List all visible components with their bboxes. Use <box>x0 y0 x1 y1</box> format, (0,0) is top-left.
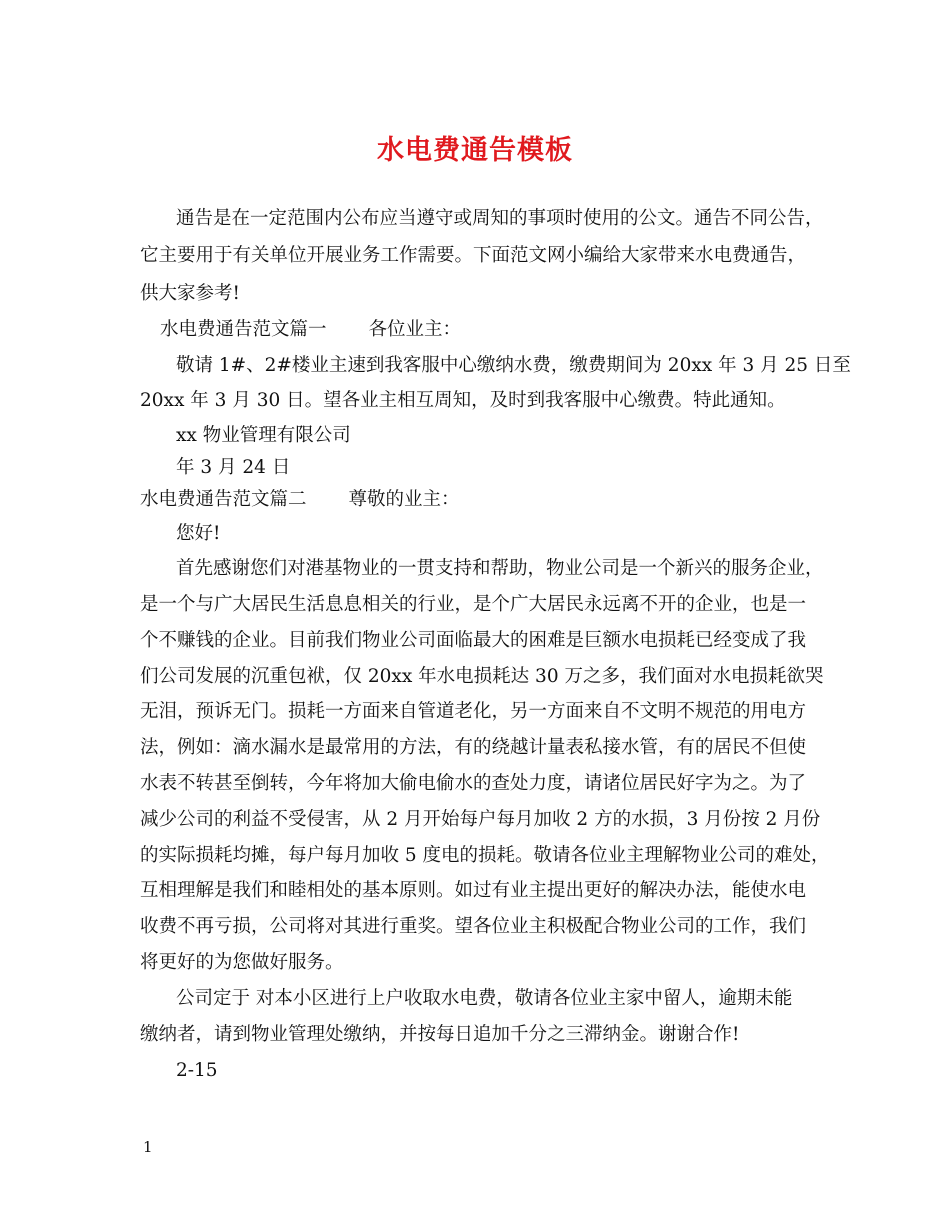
sample2-body-line-9: 的实际损耗均摊，每户每月加收 5 度电的损耗。敬请各位业主理解物业公司的难处， <box>140 845 830 866</box>
sample2-body-line-2: 是一个与广大居民生活息息相关的行业，是个广大居民永远离不开的企业，也是一 <box>140 594 807 615</box>
sample2-body-line-12: 将更好的为您做好服务。 <box>140 952 344 973</box>
sample2-body-line-8: 减少公司的利益不受侵害，从 2 月开始每户每月加收 2 方的水损，3 月份按 2 月份 <box>140 809 821 830</box>
sample2-notice-line-1: 公司定于 对本小区进行上户收取水电费，敬请各位业主家中留人，逾期未能 <box>176 988 793 1009</box>
sample2-body-line-5: 无泪，预诉无门。损耗一方面来自管道老化，另一方面来自不文明不规范的用电方 <box>140 701 807 722</box>
sample2-body-line-1: 首先感谢您们对港基物业的一贯支持和帮助，物业公司是一个新兴的服务企业， <box>176 558 824 579</box>
sample1-company: xx 物业管理有限公司 <box>176 425 351 446</box>
page-number: 1 <box>143 1138 153 1156</box>
sample2-notice-line-2: 缴纳者，请到物业管理处缴纳，并按每日追加千分之三滞纳金。谢谢合作! <box>140 1024 740 1045</box>
sample1-heading-row <box>160 318 461 342</box>
intro-line-3: 供大家参考! <box>140 283 240 304</box>
sample2-body-line-6: 法，例如：滴水漏水是最常用的方法，有的绕越计量表私接水管，有的居民不但使 <box>140 737 807 758</box>
sample2-body-line-4: 们公司发展的沉重包袱，仅 20xx 年水电损耗达 30 万之多，我们面对水电损耗欲哭 <box>140 666 824 687</box>
intro-line-1: 通告是在一定范围内公布应当遵守或周知的事项时使用的公文。通告不同公告， <box>176 208 824 229</box>
intro-line-2: 它主要用于有关单位开展业务工作需要。下面范文网小编给大家带来水电费通告， <box>140 245 807 266</box>
sample2-salutation: 尊敬的业主： <box>348 489 460 510</box>
sample1-date: 年 3 月 24 日 <box>176 457 291 478</box>
sample2-heading: 水电费通告范文篇二 <box>140 489 307 510</box>
document-title: 水电费通告模板 <box>377 135 573 166</box>
sample2-date: 2-15 <box>176 1060 218 1081</box>
sample2-greeting: 您好! <box>176 523 221 544</box>
sample1-salutation: 各位业主： <box>368 319 462 340</box>
sample1-heading: 水电费通告范文篇一 <box>160 319 327 340</box>
sample2-heading-row <box>140 488 460 512</box>
sample2-body-line-7: 水表不转甚至倒转，今年将加大偷电偷水的查处力度，请诸位居民好字为之。为了 <box>140 773 807 794</box>
sample1-body-line-2: 20xx 年 3 月 30 日。望各业主相互周知，及时到我客服中心缴费。特此通知。 <box>140 390 786 411</box>
sample2-body-line-11: 收费不再亏损，公司将对其进行重奖。望各位业主积极配合物业公司的工作，我们 <box>140 916 807 937</box>
sample2-body-line-10: 互相理解是我们和睦相处的基本原则。如过有业主提出更好的解决办法，能使水电 <box>140 880 807 901</box>
sample2-body-line-3: 个不赚钱的企业。目前我们物业公司面临最大的困难是巨额水电损耗已经变成了我 <box>140 630 807 651</box>
sample1-body-line-1: 敬请 1#、2#楼业主速到我客服中心缴纳水费，缴费期间为 20xx 年 3 月 25 日至 <box>176 355 851 376</box>
